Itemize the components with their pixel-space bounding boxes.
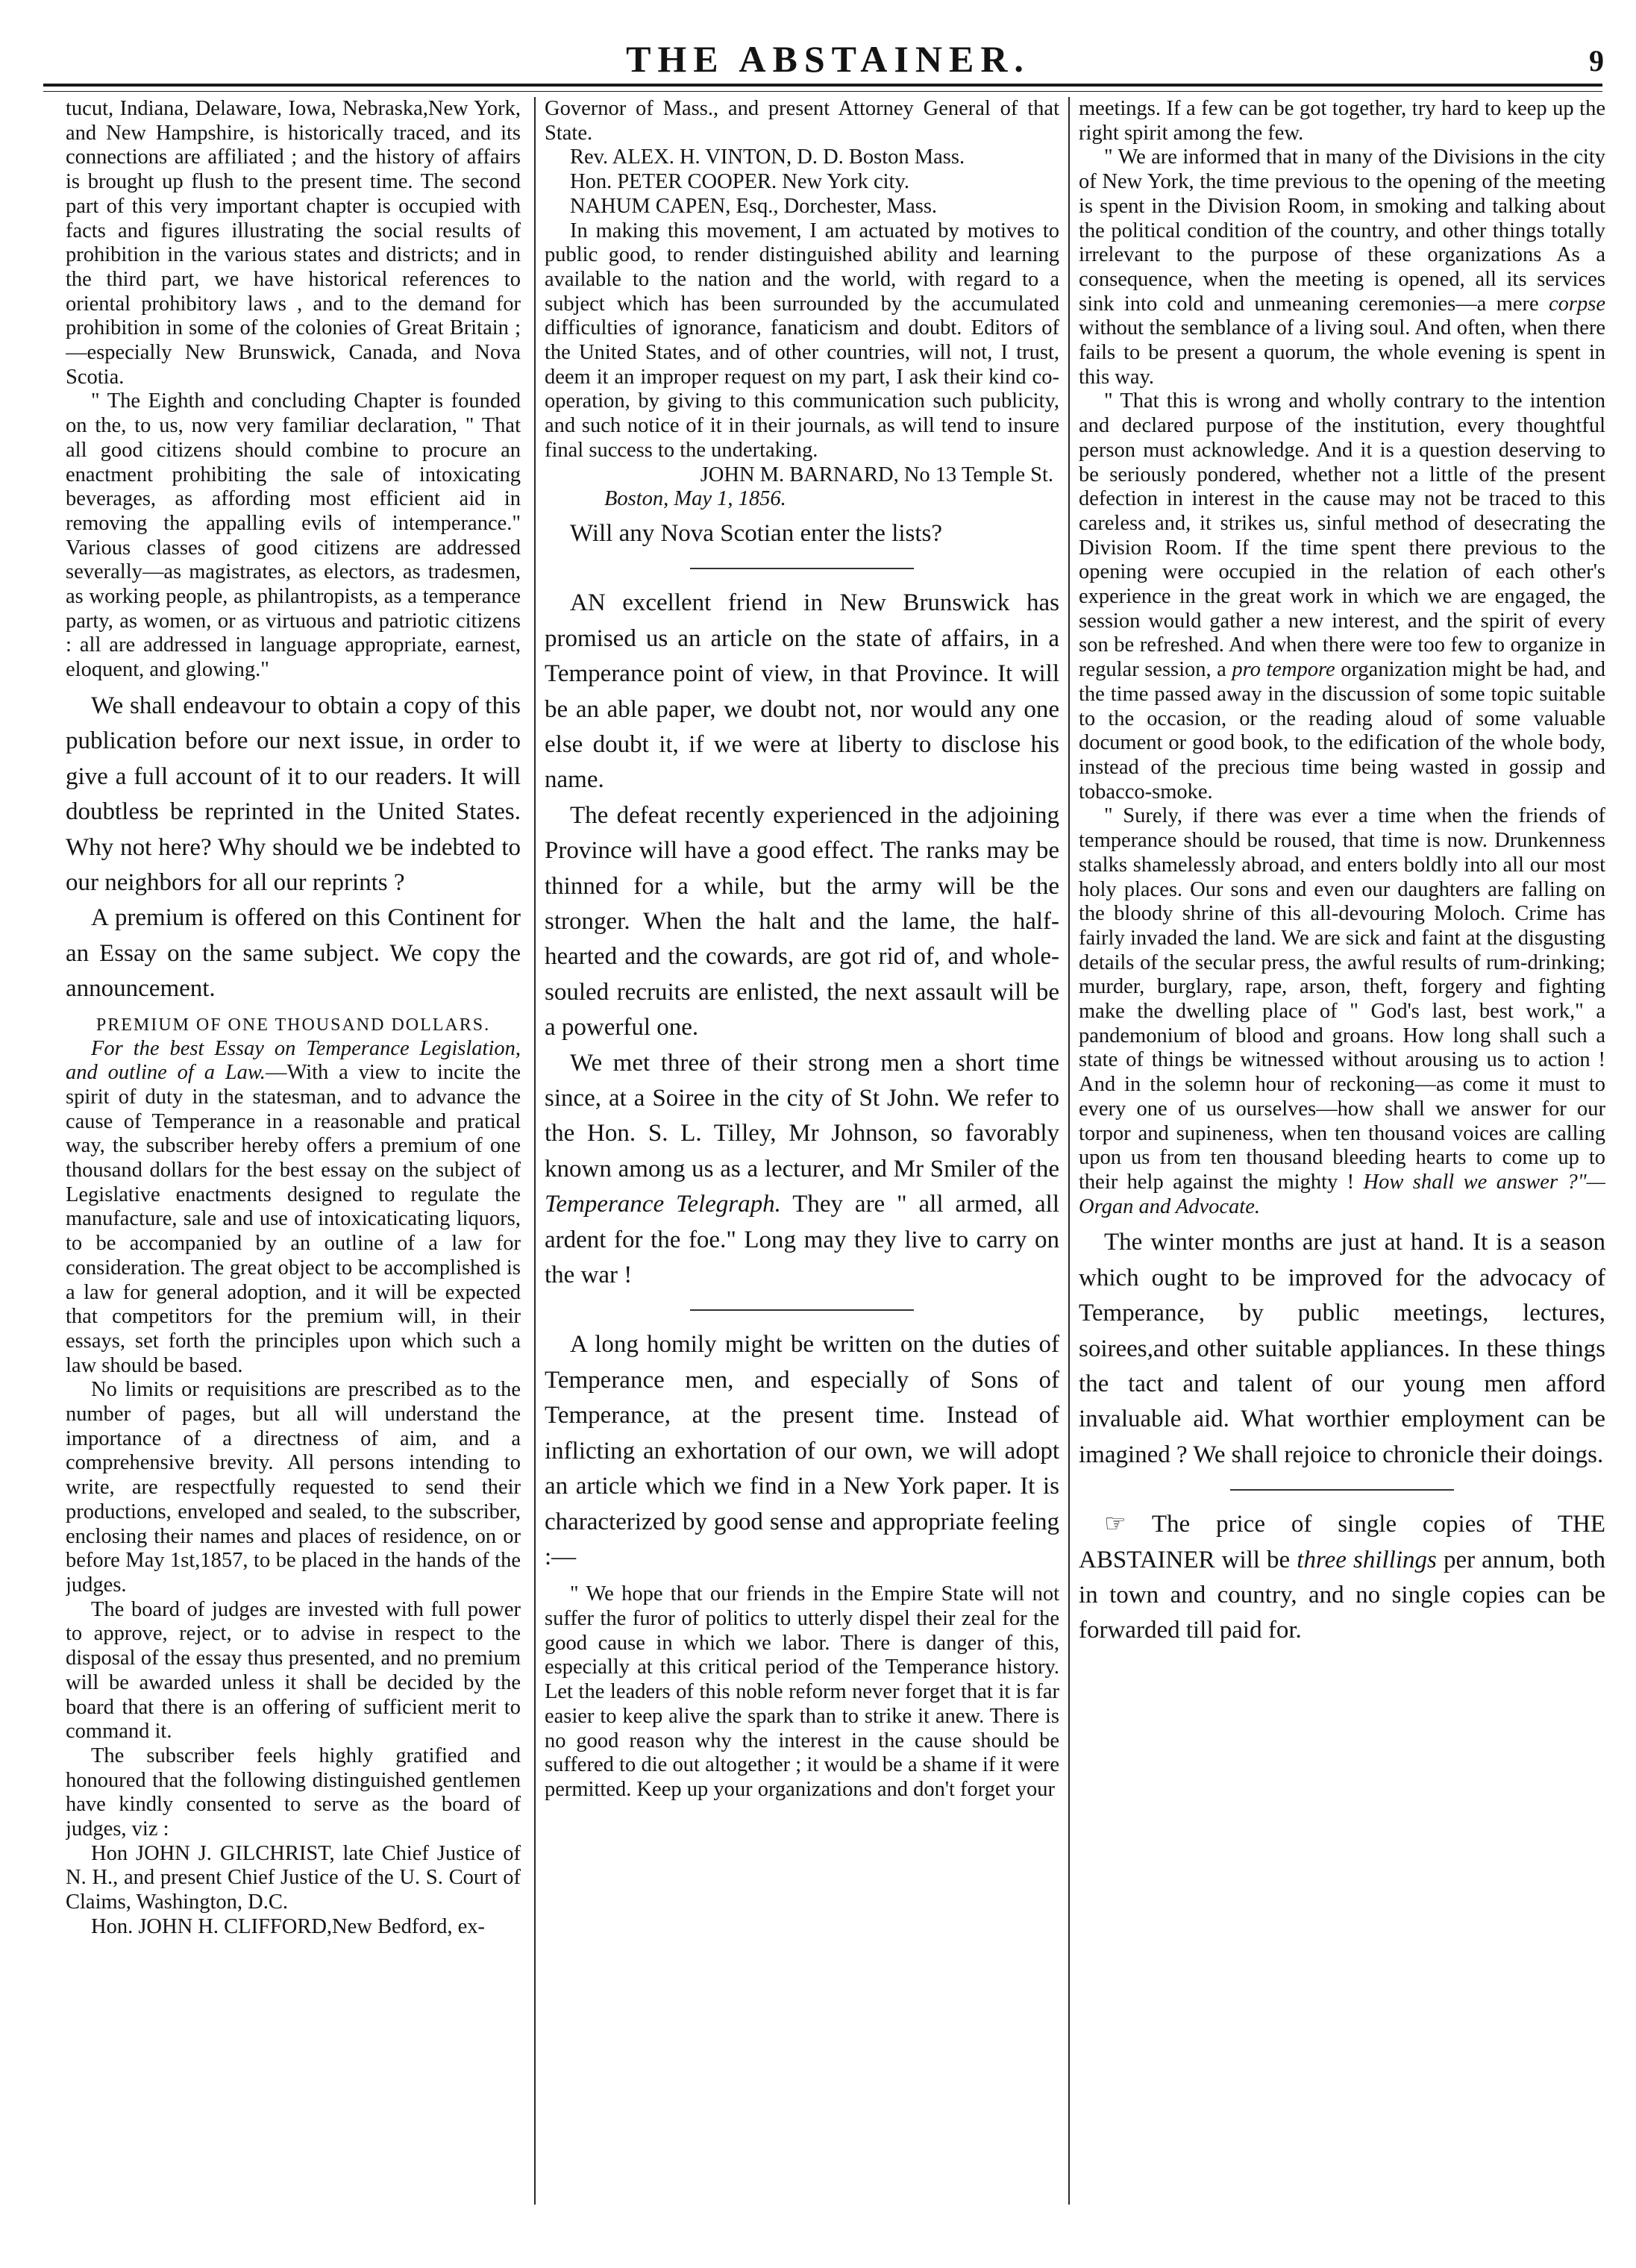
paragraph: No limits or requisitions are prescribed as to the number of pages, but all will understand the importance of a directness of aim, and a comprehensive brevity. All persons intending to write, are respectfully requested to send their productions, enveloped and sealed, to the subscriber, enclosing their names and places of residence, on or before May 1st,1857, to be placed in the hands of the judges. <box>66 1378 521 1597</box>
italic-text: Boston, May 1, 1856. <box>604 487 786 511</box>
paragraph <box>1079 145 1605 389</box>
paragraph: Governor of Mass., and present Attorney General of that State. <box>545 97 1059 145</box>
paragraph <box>1079 804 1605 1219</box>
paragraph <box>66 1037 521 1379</box>
paragraph: Will any Nova Scotian enter the lists? <box>570 519 943 547</box>
paragraph-text: " That this is wrong and wholly contrary to the intention and declared purpose of the institution, every thoughtful person must acknowledge. And it is a question deserving to be seriously pondered, whether not a little of the present defection in interest in the cause may not be traced to this careless and, it strikes us, sinful method of desecrating the Division Room. If the time spent there previous to the opening were occupied in the relation of each other's experience in the great work in which we are engaged, the session would gather a new interest, and the spirit of every son be refreshed. And when there were too few to organize in regular session, a <box>1079 389 1605 682</box>
signature: JOHN M. BARNARD, No 13 Temple St. <box>700 463 1053 486</box>
column-2 <box>545 97 1059 2205</box>
paragraph: Hon. JOHN H. CLIFFORD,New Bedford, ex- <box>91 1914 486 1938</box>
section-separator <box>690 568 914 569</box>
paragraph: AN excellent friend in New Brunswick has promised us an article on the state of affairs, in a Temperance point of view, in that Province. It will be an able paper, we doubt not, nor would any one else doubt it, if we were at liberty to disclose his name. <box>545 589 1059 794</box>
column-3 <box>1079 97 1605 2205</box>
premium-heading: PREMIUM OF ONE THOUSAND DOLLARS. <box>95 1015 491 1035</box>
paragraph: We shall endeavour to obtain a copy of this publication before our next issue, in order to give a full account of it to our readers. It will doubtless be reprinted in the United States. Why not here? Why should we be indebted to our neighbors for all our reprints ? <box>66 692 521 896</box>
paragraph: A premium is offered on this Continent for an Essay on the same subject. We copy the announcement. <box>66 904 521 1003</box>
paragraph: A long homily might be written on the duties of Temperance men, and especially of Sons of Temperance, at the present time. Instead of inflicting an exhortation of our own, we will adopt an article which we find in a New York paper. It is characterized by good sense and appropriate feeling :— <box>545 1331 1059 1570</box>
paragraph: Rev. ALEX. H. VINTON, D. D. Boston Mass. <box>570 145 965 169</box>
column-divider <box>534 97 536 2205</box>
paragraph: " We hope that our friends in the Empire State will not suffer the furor of politics to utterly dispel their zeal for the good cause in which we labor. There is danger of this, especially at this critical period of the Temperance history. Let the leaders of this noble reform never forget that it is far easier to keep alive the spark than to strike it anew. There is no good reason why the interest in the cause should be suffered to die out altogether ; it would be a shame if it were permitted. Keep up your organizations and don't forget your <box>545 1582 1059 1801</box>
paragraph: The subscriber feels highly gratified and honoured that the following distinguished gentlemen have kindly consented to serve as the board of judges, viz : <box>66 1744 521 1841</box>
column-1 <box>66 97 521 2205</box>
paragraph-text: per annum, both in town and country, and no single copies can be forwarded till paid for. <box>1079 1546 1605 1644</box>
section-separator <box>1230 1489 1454 1491</box>
italic-text: For the best Essay on Temperance Legislation, and outline of a Law. <box>66 1036 521 1085</box>
section-separator <box>690 1309 914 1311</box>
paragraph-text: ☞ The price of single copies of THE ABSTAINER will be <box>1079 1511 1605 1573</box>
masthead: THE ABSTAINER. <box>626 38 1030 80</box>
paragraph: The winter months are just at hand. It is a season which ought to be improved for the advocacy of Temperance, by public meetings, lectures, soirees,and other suitable appliances. In these things the tact and talent of our young men afford invaluable aid. What worthier employment can be imagined ? We shall rejoice to chronicle their doings. <box>1079 1229 1605 1468</box>
paragraph: Hon JOHN J. GILCHRIST, late Chief Justice of N. H., and present Chief Justice of the U. S. Court of Claims, Washington, D.C. <box>66 1841 521 1914</box>
paragraph: In making this movement, I am actuated by motives to public good, to render distinguished ability and learning available to the nation and the world, with regard to a subject which has been surrounded by the accumulated difficulties of ignorance, fanaticism and doubt. Editors of the United States, and of other countries, will not, I trust, deem it an improper request on my part, I ask their kind co-operation, by giving to this communication such publicity, and such notice of it in their journals, as will tend to insure final success to the undertaking. <box>545 219 1059 462</box>
italic-text: corpse <box>1549 292 1605 316</box>
paragraph <box>545 1046 1059 1294</box>
paragraph: meetings. If a few can be got together, try hard to keep up the right spirit among the few. <box>1079 97 1605 145</box>
paragraph-text: They are " all armed, all ardent for the foe." Long may they live to carry on the war ! <box>545 1191 1059 1289</box>
column-divider <box>1068 97 1070 2205</box>
header-rule-thin <box>43 91 1602 92</box>
page-number: 9 <box>1589 44 1604 78</box>
paragraph-text: We met three of their strong men a short time since, at a Soiree in the city of St John. We refer to the Hon. S. L. Tilley, Mr Johnson, so favorably known among us as a lecturer, and Mr Smiler of the <box>545 1049 1059 1182</box>
paragraph <box>1079 1507 1605 1649</box>
signature-date <box>545 487 1059 512</box>
italic-text: pro tempore <box>1232 658 1335 682</box>
paragraph: Hon. PETER COOPER. New York city. <box>570 170 909 194</box>
paragraph: The defeat recently experienced in the adjoining Province will have a good effect. The ranks may be thinned for a while, but the army will be the stronger. When the halt and the lame, the half-hearted and the cowards, are got rid of, and whole-souled recruits are enlisted, the next assault will be a powerful one. <box>545 801 1059 1041</box>
italic-text: three shillings <box>1297 1546 1437 1573</box>
paragraph-text: " We are informed that in many of the Divisions in the city of New York, the time previous to the opening of the meeting is spent in the Division Room, in smoking and talking about the political condition of the country, and other things totally irrelevant to the purpose of these organizations As a consequence, when the meeting is opened, all its services sink into cold and unmeaning ceremonies—a mere <box>1079 145 1605 316</box>
paragraph-text: —With a view to incite the spirit of duty in the statesman, and to advance the cause of Temperance in a reasonable and pratical way, the subscriber hereby offers a premium of one thousand dollars for the best essay on the subject of Legislative enactments designed to regulate the manufacture, sale and use of intoxicaticating liquors, to be accompanied by an outline of a law for consideration. The great object to be accomplished is a law for general adoption, and it will be expected that competitors for the premium will, in their essays, set forth the principles upon which such a law should be based. <box>66 1061 521 1377</box>
paragraph: The board of judges are invested with full power to approve, reject, or to advise in respect to the disposal of the essay thus presented, and no premium will be awarded unless it shall be decided by the board that there is an offering of sufficient merit to command it. <box>66 1597 521 1744</box>
header-rule <box>43 84 1602 87</box>
paragraph-text: without the semblance of a living soul. And often, when there fails to be present a quorum, the whole evening is spent in this way. <box>1079 316 1605 389</box>
paragraph: " The Eighth and concluding Chapter is founded on the, to us, now very familiar declaration, " That all good citizens should combine to procure an enactment prohibiting the sale of intoxicating beverages, as affording most efficient aid in removing the appalling evils of intemperance." Various classes of good citizens are addressed severally—as magistrates, as electors, as tradesmen, as working people, as philantropists, as a temperance party, as women, or as virtuous and patriotic citizens : all are addressed in language appropriate, earnest, eloquent, and glowing." <box>66 389 521 682</box>
italic-text: How shall we answer ?"—Organ and Advocate. <box>1079 1170 1605 1218</box>
paragraph <box>1079 389 1605 804</box>
paragraph: NAHUM CAPEN, Esq., Dorchester, Mass. <box>570 194 938 218</box>
paragraph-text: organization might be had, and the time passed away in the discussion of some topic suitable to the occasion, or the reading aloud of some valuable document or good book, to the edification of the whole body, instead of the precious time being wasted in gossip and tobacco-smoke. <box>1079 658 1605 803</box>
italic-text: Temperance Telegraph. <box>545 1191 781 1218</box>
paragraph: tucut, Indiana, Delaware, Iowa, Nebraska,New York, and New Hampshire, is historically traced, and its connections are affiliated ; and the history of affairs is brought up flush to the present time. The second part of this very important chapter is occupied with facts and figures illustrating the social results of prohibition in the various states and districts; and in the third part, we have historical references to oriental prohibitory laws , and to the demand for prohibition in some of the colonies of Great Britain ;—especially New Brunswick, Canada, and Nova Scotia. <box>66 97 521 389</box>
paragraph-text: " Surely, if there was ever a time when the friends of temperance should be roused, that time is now. Drunkenness stalks shamelessly abroad, and enters boldly into all our most holy places. Our sons and even our daughters are falling on the bloody shrine of this all-devouring Moloch. Crime has fairly invaded the land. We are sick and faint at the disgusting details of the secular press, the awful results of rum-drinking; murder, burglary, rape, arson, theft, forgery and fighting make the dwelling place of " God's last, best work," a pandemonium of blood and groans. How long shall such a state of things be witnessed without arousing us to action ! And in the solemn hour of reckoning—as come it must to every one of us ourselves—how shall we answer for our torpor and supineness, when ten thousand voices are calling upon us from ten thousand bleeding hearts to come up to their help against the mighty ! <box>1079 804 1605 1194</box>
